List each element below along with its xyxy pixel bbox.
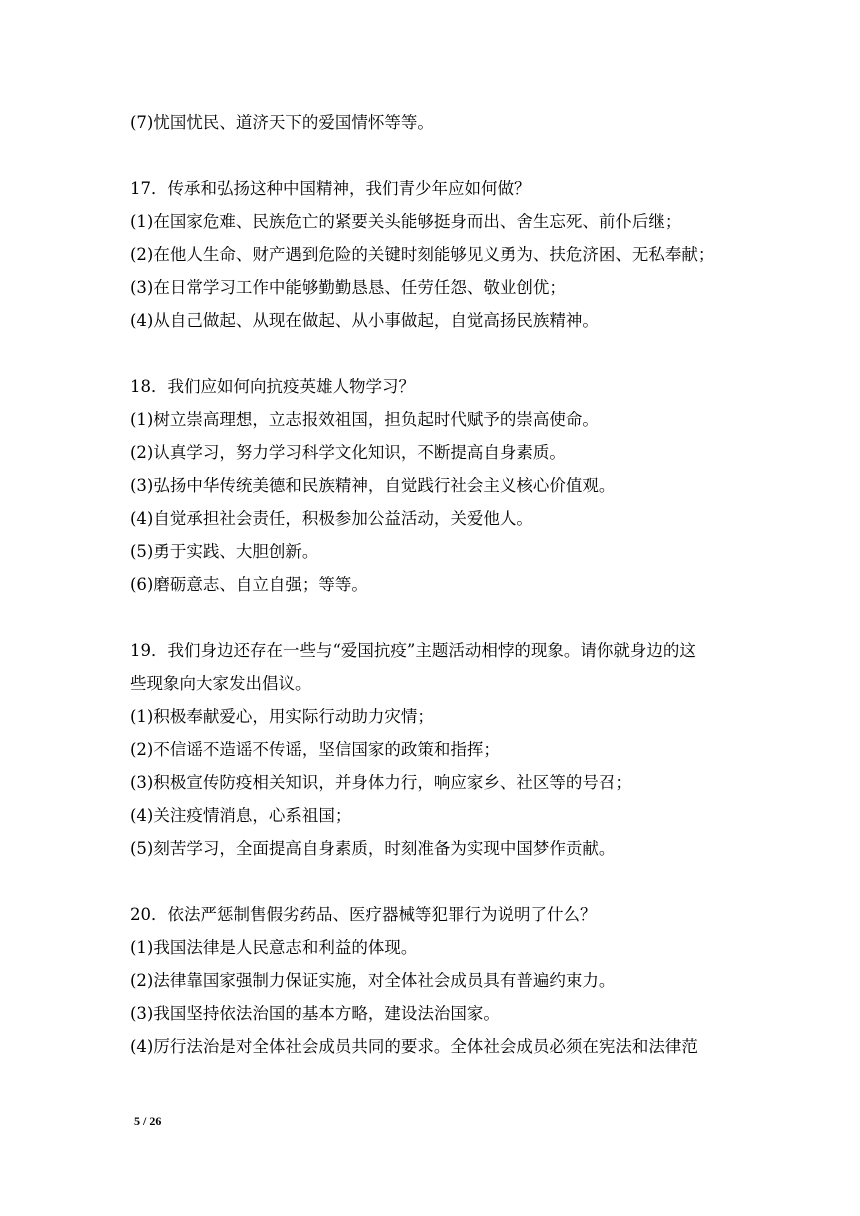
q20-item: (2)法律靠国家强制力保证实施，对全体社会成员具有普遍约束力。 — [130, 971, 616, 990]
q20-item: (4)厉行法治是对全体社会成员共同的要求。全体社会成员必须在宪法和法律范 — [130, 1037, 698, 1056]
q17-item: (2)在他人生命、财产遇到危险的关键时刻能够见义勇为、扶危济困、无私奉献； — [130, 245, 715, 264]
q18-item: (1)树立崇高理想，立志报效祖国，担负起时代赋予的崇高使命。 — [130, 410, 599, 429]
question-19-title-cont: 些现象向大家发出倡议。 — [130, 674, 312, 693]
q19-item: (2)不信谣不造谣不传谣，坚信国家的政策和指挥； — [130, 740, 500, 759]
q19-item: (3)积极宣传防疫相关知识，并身体力行，响应家乡、社区等的号召； — [130, 773, 632, 792]
q20-item: (1)我国法律是人民意志和利益的体现。 — [130, 938, 418, 957]
q20-item: (3)我国坚持依法治国的基本方略，建设法治国家。 — [130, 1004, 500, 1023]
page-number: 5 / 26 — [134, 1114, 162, 1128]
q19-item: (5)刻苦学习，全面提高自身素质，时刻准备为实现中国梦作贡献。 — [130, 839, 616, 858]
question-18-title: 18．我们应如何向抗疫英雄人物学习？ — [130, 377, 415, 396]
q18-item: (6)磨砺意志、自立自强；等等。 — [130, 575, 368, 594]
q18-item: (4)自觉承担社会责任，积极参加公益活动，关爱他人。 — [130, 509, 533, 528]
q17-item: (1)在国家危难、民族危亡的紧要关头能够挺身而出、舍生忘死、前仆后继； — [130, 212, 682, 231]
intro-line: (7)忧国忧民、道济天下的爱国情怀等等。 — [130, 113, 434, 132]
q18-item: (2)认真学习，努力学习科学文化知识，不断提高自身素质。 — [130, 443, 566, 462]
q17-item: (4)从自己做起、从现在做起、从小事做起，自觉高扬民族精神。 — [130, 311, 599, 330]
question-17-title: 17．传承和弘扬这种中国精神，我们青少年应如何做？ — [130, 179, 531, 198]
q17-item: (3)在日常学习工作中能够勤勤恳恳、任劳任怨、敬业创优； — [130, 278, 566, 297]
q19-item: (4)关注疫情消息，心系祖国； — [130, 806, 352, 825]
question-20-title: 20．依法严惩制售假劣药品、医疗器械等犯罪行为说明了什么？ — [130, 905, 597, 924]
q19-item: (1)积极奉献爱心，用实际行动助力灾情； — [130, 707, 434, 726]
q18-item: (3)弘扬中华传统美德和民族精神，自觉践行社会主义核心价值观。 — [130, 476, 616, 495]
page-content — [130, 106, 736, 1063]
question-19-title: 19．我们身边还存在一些与“爱国抗疫”主题活动相悖的现象。请你就身边的这 — [130, 641, 696, 660]
q18-item: (5)勇于实践、大胆创新。 — [130, 542, 319, 561]
